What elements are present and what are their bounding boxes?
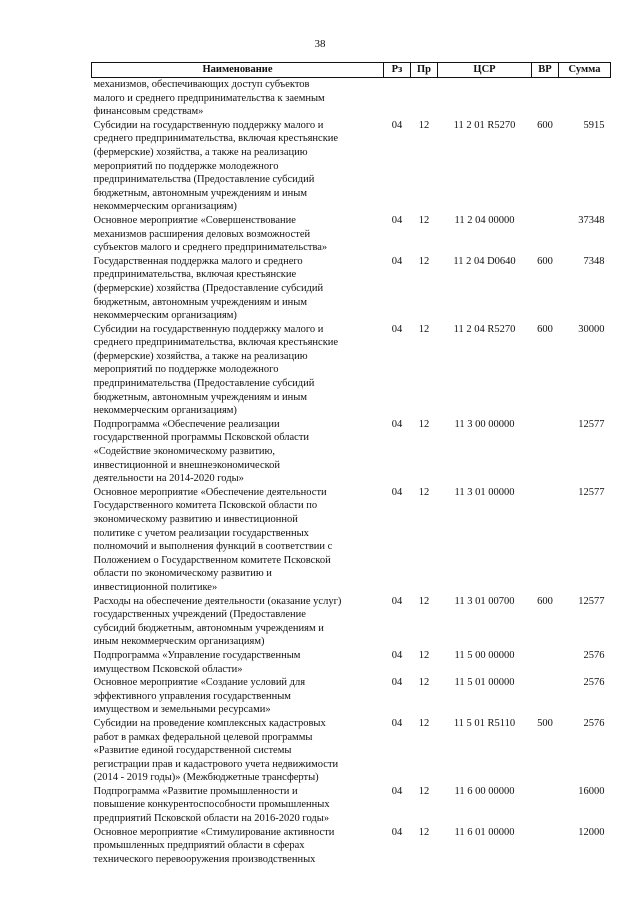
row-vr	[532, 214, 559, 255]
row-rz	[384, 78, 411, 119]
row-csr: 11 3 00 00000	[454, 418, 515, 430]
row-name	[92, 486, 384, 595]
row-vr	[532, 785, 559, 826]
row-rz: 04	[391, 418, 403, 430]
row-name-line: Субсидии на государственную поддержку малого и	[93, 323, 324, 335]
table-row	[92, 785, 611, 826]
row-name-line: механизмов расширения деловых возможностей	[93, 228, 311, 240]
row-rz: 04	[391, 826, 403, 838]
row-pr: 12	[418, 649, 430, 661]
row-name	[92, 119, 384, 214]
row-pr: 12	[418, 418, 430, 430]
row-rz: 04	[391, 486, 403, 498]
row-rz: 04	[391, 255, 403, 267]
row-vr: 600	[537, 255, 553, 267]
row-name	[92, 323, 384, 418]
row-name-line: предпринимательства (Предоставление субсидий	[93, 378, 315, 390]
table-row	[92, 418, 611, 486]
row-csr: 11 6 00 00000	[454, 785, 515, 797]
row-vr	[532, 676, 559, 717]
row-name	[92, 826, 384, 867]
row-name-line: среднего предпринимательства, включая крестьянские	[93, 133, 339, 145]
row-pr: 12	[418, 826, 430, 838]
table-row	[92, 214, 611, 255]
row-sum: 12577	[578, 595, 605, 607]
row-csr: 11 3 01 00700	[454, 595, 515, 607]
row-name-line: Основное мероприятие «Создание условий для	[93, 677, 306, 689]
row-pr: 12	[418, 785, 430, 797]
row-name-line: Основное мероприятие «Обеспечение деятельности	[93, 486, 327, 498]
row-name-line: полномочий и выполнения функций в соответствии с	[93, 541, 333, 553]
row-name-line: технического перевооружения производственных	[93, 853, 316, 865]
page-number: 38	[314, 38, 326, 50]
row-csr: 11 2 04 R5270	[453, 323, 516, 335]
row-name-line: некоммерческим организациям)	[93, 405, 237, 417]
row-name-line: области по экономическому развитию и	[93, 568, 272, 580]
row-pr: 12	[418, 323, 430, 335]
table-row	[92, 717, 611, 785]
row-sum: 12577	[578, 418, 605, 430]
row-sum: 5915	[583, 119, 605, 131]
row-name-line: механизмов, обеспечивающих доступ субъектов	[93, 79, 310, 90]
row-name-line: инвестиционной и внешнеэкономической	[93, 459, 281, 471]
row-name-line: мероприятий по поддержке молодежного	[93, 364, 279, 376]
row-name-line: (фермерские) хозяйства (Предоставление субсидий	[93, 282, 324, 294]
row-rz: 04	[391, 214, 403, 226]
row-sum	[559, 78, 611, 119]
row-sum: 2576	[583, 677, 605, 689]
row-name-line: предприятий Псковской области на 2016-2020 годы»	[93, 813, 330, 825]
table-row	[92, 119, 611, 214]
row-name-line: бюджетным, автономным учреждениям и иным	[93, 391, 307, 403]
row-name-line: Положением о Государственном комитете Псковской	[93, 554, 331, 566]
header-name: Наименование	[92, 63, 384, 78]
row-name-line: финансовым средствам»	[93, 106, 204, 118]
row-name-line: некоммерческим организациям)	[93, 310, 237, 322]
row-name-line: регистрации прав и кадастрового учета недвижимости	[93, 758, 339, 770]
table-row	[92, 676, 611, 717]
row-name-line: «Содействие экономическому развитию,	[93, 446, 276, 458]
row-sum: 30000	[578, 323, 605, 335]
row-name-line: Подпрограмма «Развитие промышленности и	[93, 785, 298, 797]
row-name-line: предпринимательства, включая крестьянские	[93, 269, 297, 281]
row-rz: 04	[391, 717, 403, 729]
budget-table	[91, 62, 611, 866]
row-vr	[532, 418, 559, 486]
row-csr	[438, 78, 532, 119]
row-name-line: (фермерские) хозяйства, а также на реализацию	[93, 146, 308, 158]
row-name-line: промышленных предприятий области в сферах	[93, 840, 305, 852]
row-name-line: государственных учреждений (Предоставление	[93, 609, 306, 621]
row-name	[92, 595, 384, 649]
row-name-line: работ в рамках федеральной целевой программы	[93, 731, 313, 743]
row-csr: 11 6 01 00000	[454, 826, 515, 838]
row-name-line: политике с учетом реализации государственных	[93, 527, 309, 539]
row-rz: 04	[391, 595, 403, 607]
row-name-line: бюджетным, автономным учреждениям и иным	[93, 296, 307, 308]
row-vr	[532, 78, 559, 119]
row-name	[92, 676, 384, 717]
row-name-line: имуществом Псковской области»	[93, 663, 243, 675]
row-name-line: эффективного управления государственным	[93, 690, 291, 702]
row-name-line: Основное мероприятие «Стимулирование активности	[93, 826, 335, 838]
row-pr: 12	[418, 119, 430, 131]
row-name-line: бюджетным, автономным учреждениям и иным	[93, 187, 307, 199]
row-name-line: иным некоммерческим организациям)	[93, 636, 265, 648]
table-row	[92, 826, 611, 867]
row-pr: 12	[418, 595, 430, 607]
row-sum: 12000	[578, 826, 605, 838]
row-name-line: Субсидии на проведение комплексных кадастровых	[93, 717, 326, 729]
row-vr: 600	[537, 323, 553, 335]
row-rz: 04	[391, 119, 403, 131]
row-pr: 12	[418, 677, 430, 689]
table-row	[92, 486, 611, 595]
row-name-line: «Развитие единой государственной системы	[93, 745, 292, 757]
row-name	[92, 418, 384, 486]
row-rz: 04	[391, 677, 403, 689]
row-name-line: государственной программы Псковской области	[93, 432, 310, 444]
row-sum: 2576	[583, 717, 605, 729]
row-rz: 04	[391, 323, 403, 335]
row-name-line: Подпрограмма «Обеспечение реализации	[93, 418, 280, 430]
row-name-line: экономическому развитию и инвестиционной	[93, 514, 298, 525]
row-pr	[411, 78, 438, 119]
row-name-line: деятельности на 2014-2020 годы»	[93, 473, 244, 485]
row-name	[92, 255, 384, 323]
header-rz: Рз	[384, 63, 411, 78]
row-name-line: инвестиционной политике»	[93, 581, 218, 593]
row-name-line: Субсидии на государственную поддержку малого и	[93, 119, 324, 131]
row-sum: 12577	[578, 486, 605, 498]
row-csr: 11 2 04 00000	[454, 214, 515, 226]
row-csr: 11 5 01 R5110	[453, 717, 516, 729]
header-vr: ВР	[532, 63, 559, 78]
row-name-line: Расходы на обеспечение деятельности (оказание услуг)	[93, 595, 342, 607]
row-name	[92, 214, 384, 255]
table-header	[92, 63, 611, 78]
row-csr: 11 3 01 00000	[454, 486, 515, 498]
row-name-line: имуществом и земельными ресурсами»	[93, 704, 271, 716]
row-name-line: субсидий бюджетным, автономным учреждениям и	[93, 622, 324, 634]
row-vr	[532, 826, 559, 867]
row-name-line: повышение конкурентоспособности промышленных	[93, 799, 330, 811]
row-vr	[532, 486, 559, 595]
table-row	[92, 255, 611, 323]
row-name-line: Государственного комитета Псковской области по	[93, 500, 318, 512]
row-name-line: предпринимательства (Предоставление субсидий	[93, 174, 315, 186]
row-vr: 600	[537, 595, 553, 607]
row-rz: 04	[391, 785, 403, 797]
row-name-line: Основное мероприятие «Совершенствование	[93, 214, 296, 226]
row-name-line: некоммерческим организациям)	[93, 201, 237, 213]
table-row	[92, 595, 611, 649]
row-csr: 11 5 01 00000	[454, 677, 515, 689]
row-sum: 2576	[583, 649, 605, 661]
table-row	[92, 323, 611, 418]
row-vr: 500	[537, 717, 553, 729]
row-name-line: (2014 - 2019 годы)» (Межбюджетные трансферты)	[93, 772, 319, 784]
row-name	[92, 785, 384, 826]
row-name-line: среднего предпринимательства, включая крестьянские	[93, 337, 339, 349]
header-sum: Сумма	[559, 63, 611, 78]
row-pr: 12	[418, 486, 430, 498]
row-pr: 12	[418, 214, 430, 226]
row-name-line: субъектов малого и среднего предпринимательства»	[93, 242, 328, 254]
row-vr	[532, 649, 559, 676]
table-row	[92, 649, 611, 676]
row-sum: 16000	[578, 785, 605, 797]
row-name	[92, 717, 384, 785]
header-csr: ЦСР	[438, 63, 532, 78]
row-sum: 37348	[578, 214, 605, 226]
row-name-line: малого и среднего предпринимательства к заемным	[93, 92, 325, 104]
row-csr: 11 2 01 R5270	[453, 119, 516, 131]
row-name	[92, 78, 384, 119]
row-name-line: мероприятий по поддержке молодежного	[93, 160, 279, 172]
row-name-line: (фермерские) хозяйства, а также на реализацию	[93, 350, 308, 362]
row-sum: 7348	[583, 255, 605, 267]
row-csr: 11 2 04 D0640	[453, 255, 516, 267]
table-row	[92, 78, 611, 119]
row-rz: 04	[391, 649, 403, 661]
row-pr: 12	[418, 255, 430, 267]
header-pr: Пр	[411, 63, 438, 78]
row-pr: 12	[418, 717, 430, 729]
table-body	[92, 78, 611, 867]
row-name-line: Государственная поддержка малого и среднего	[93, 255, 303, 267]
row-name	[92, 649, 384, 676]
row-csr: 11 5 00 00000	[454, 649, 515, 661]
row-name-line: Подпрограмма «Управление государственным	[93, 649, 301, 661]
row-vr: 600	[537, 119, 553, 131]
